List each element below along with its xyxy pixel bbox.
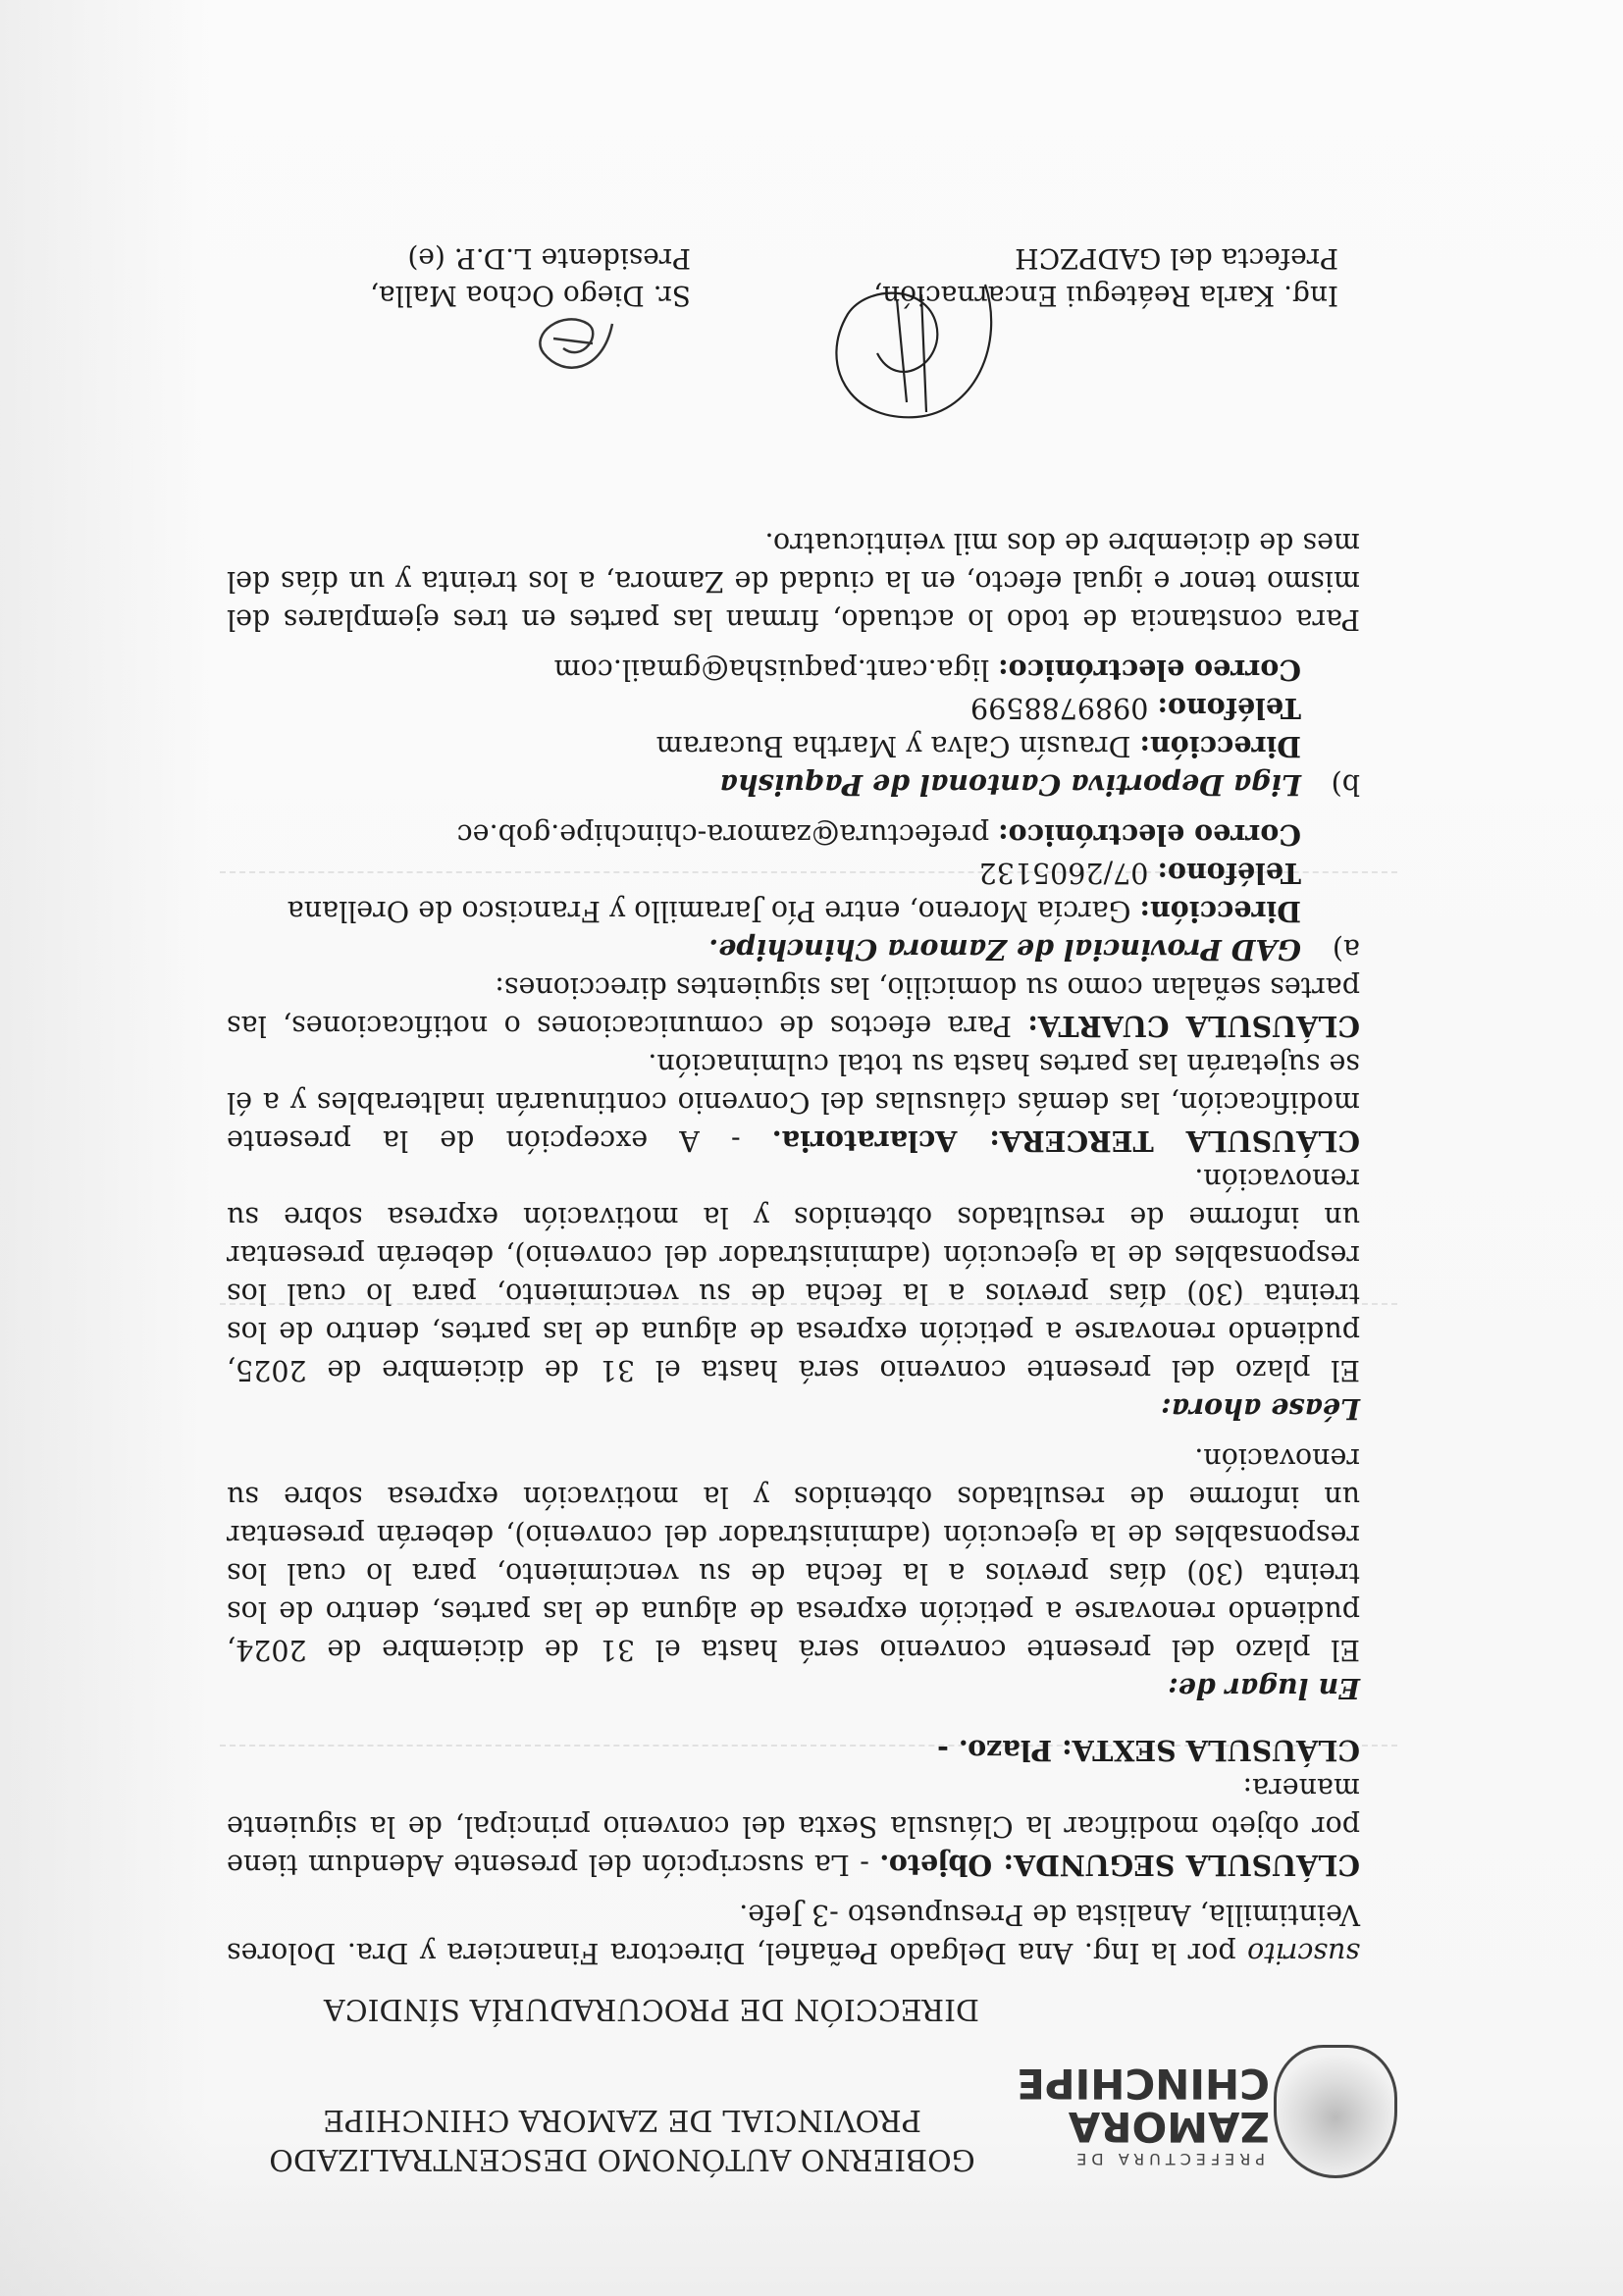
clause-cuarta-heading: CLÁUSULA CUARTA: <box>1027 1010 1360 1043</box>
email-label: Correo electrónico: <box>998 818 1301 852</box>
letterhead <box>230 1982 1397 2188</box>
document-body <box>227 524 1360 1972</box>
signatory-left-title: Prefecta del GADPZCH <box>1015 242 1338 275</box>
signatory-right-title: Presidente L.D.P. (e) <box>407 242 691 275</box>
signatory-left-name: Ing. Karla Reátegui Encarnación, <box>873 280 1338 312</box>
clause-segunda-heading: CLÁUSULA SEGUNDA: Objeto. <box>879 1849 1360 1882</box>
signatory-right <box>370 239 691 314</box>
phone-label: Teléfono: <box>1157 857 1301 890</box>
signatory-left <box>873 239 1338 314</box>
institution-name <box>230 2100 1015 2178</box>
party-a <box>227 930 1360 968</box>
party-b <box>227 765 1360 804</box>
clause-segunda <box>227 1769 1360 1884</box>
new-term-text: El plazo del presente convenio será hasta el 31 de diciembre de 2025, pudiendo renovarse a petición expresa de alguna de las partes, dentro de los treinta (30) días previos a la fecha de su vencimiento, para lo cual los responsables de la ejecución (administrador del convenio), deberán presentar un informe de resultados obtenidos y la motivación expresa sobre su renovación. <box>227 1163 1360 1386</box>
signature-area <box>210 206 1368 402</box>
clause-tercera <box>227 1045 1360 1160</box>
address-value: Drausín Calva y Martha Bucaram <box>655 730 1140 762</box>
logo-prefix: PREFECTURA DE <box>1072 2150 1265 2168</box>
clause-cuarta <box>227 968 1360 1045</box>
clause-tercera-text: - A excepción de la presente modificación, las demás cláusulas del Convenio continuarán inalterables y a él se sujetarán las partes hasta su total culminación. <box>227 1048 1360 1157</box>
party-b-phone <box>227 689 1360 727</box>
prefectura-logo <box>1017 2031 1397 2188</box>
address-label: Dirección: <box>1139 730 1301 763</box>
logo-line-2: CHINCHIPE <box>1017 2060 1270 2108</box>
scan-edge-shadow <box>0 0 210 2296</box>
address-value: García Moreno, entre Pío Jaramillo y Francisco de Orellana <box>287 895 1140 927</box>
clause-tercera-heading: CLÁUSULA TERCERA: Aclaratoria. <box>771 1124 1360 1158</box>
phone-value: 07/2605132 <box>978 857 1158 889</box>
party-a-address <box>227 892 1360 930</box>
signature-diego-ochoa <box>524 304 622 383</box>
email-label: Correo electrónico: <box>998 653 1301 687</box>
email-value: liga.cant.paquisha@gmail.com <box>553 653 999 686</box>
institution-line-2: PROVINCIAL DE ZAMORA CHINCHIPE <box>323 2103 921 2137</box>
department-title: DIRECCIÓN DE PROCURADURÍA SÍNDICA <box>323 1992 980 2026</box>
clause-segunda-text: - La suscripción del presente Adendum tiene por objeto modificar la Cláusula Sexta del convenio principal, de la siguiente manera: <box>226 1772 1360 1881</box>
address-label: Dirección: <box>1139 895 1301 928</box>
email-value: prefectura@zamora-chinchipe.gob.ec <box>456 818 999 851</box>
clause-sexta-heading: CLÁUSULA SEXTA: Plazo. - <box>937 1734 1360 1767</box>
party-b-email <box>227 651 1360 689</box>
logo-line-1: ZAMORA <box>1068 2103 1270 2151</box>
intro-text: por la Ing. Ana Delgado Peñafiel, Directora Financiera y Dra. Dolores Veintimilla, Analista de Presupuesto -3 Jefe. <box>227 1899 1360 1969</box>
phone-label: Teléfono: <box>1157 692 1301 725</box>
party-name: Liga Deportiva Cantonal de Paquisha <box>719 768 1301 802</box>
old-term-text: El plazo del presente convenio será hasta el 31 de diciembre de 2024, pudiendo renovarse a petición expresa de alguna de las partes, dentro de los treinta (30) días previos a la fecha de su vencimiento, para lo cual los responsables de la ejecución (administrador del convenio), deberán presentar un informe de resultados obtenidos y la motivación expresa sobre su renovación. <box>227 1442 1360 1666</box>
intro-italic: suscrito <box>1247 1937 1360 1969</box>
en-lugar-label: En lugar de: <box>1168 1672 1360 1705</box>
party-a-email <box>227 815 1360 854</box>
party-label: a) <box>1332 933 1360 965</box>
party-label: b) <box>1331 768 1360 801</box>
signatory-right-name: Sr. Diego Ochoa Malla, <box>370 280 691 312</box>
intro-paragraph <box>227 1896 1360 1972</box>
phone-value: 0989788599 <box>970 692 1158 724</box>
institution-line-1: GOBIERNO AUTÓNOMO DESCENTRALIZADO <box>269 2142 975 2176</box>
party-b-address <box>227 727 1360 765</box>
coat-of-arms-icon <box>1274 2045 1397 2178</box>
lease-label: Léase ahora: <box>1161 1392 1360 1426</box>
party-a-phone <box>227 854 1360 892</box>
clause-cuarta-text: Para efectos de comunicaciones o notificaciones, las partes señalan como su domicilio, las siguientes direcciones: <box>227 971 1360 1042</box>
party-name: GAD Provincial de Zamora Chinchipe. <box>708 933 1301 966</box>
closing-paragraph: Para constancia de todo lo actuado, firman las partes en tres ejemplares del mismo tenor e igual efecto, en la ciudad de Zamora, a los treinta y un días del mes de diciembre de dos mil veinticuatro. <box>227 527 1360 636</box>
